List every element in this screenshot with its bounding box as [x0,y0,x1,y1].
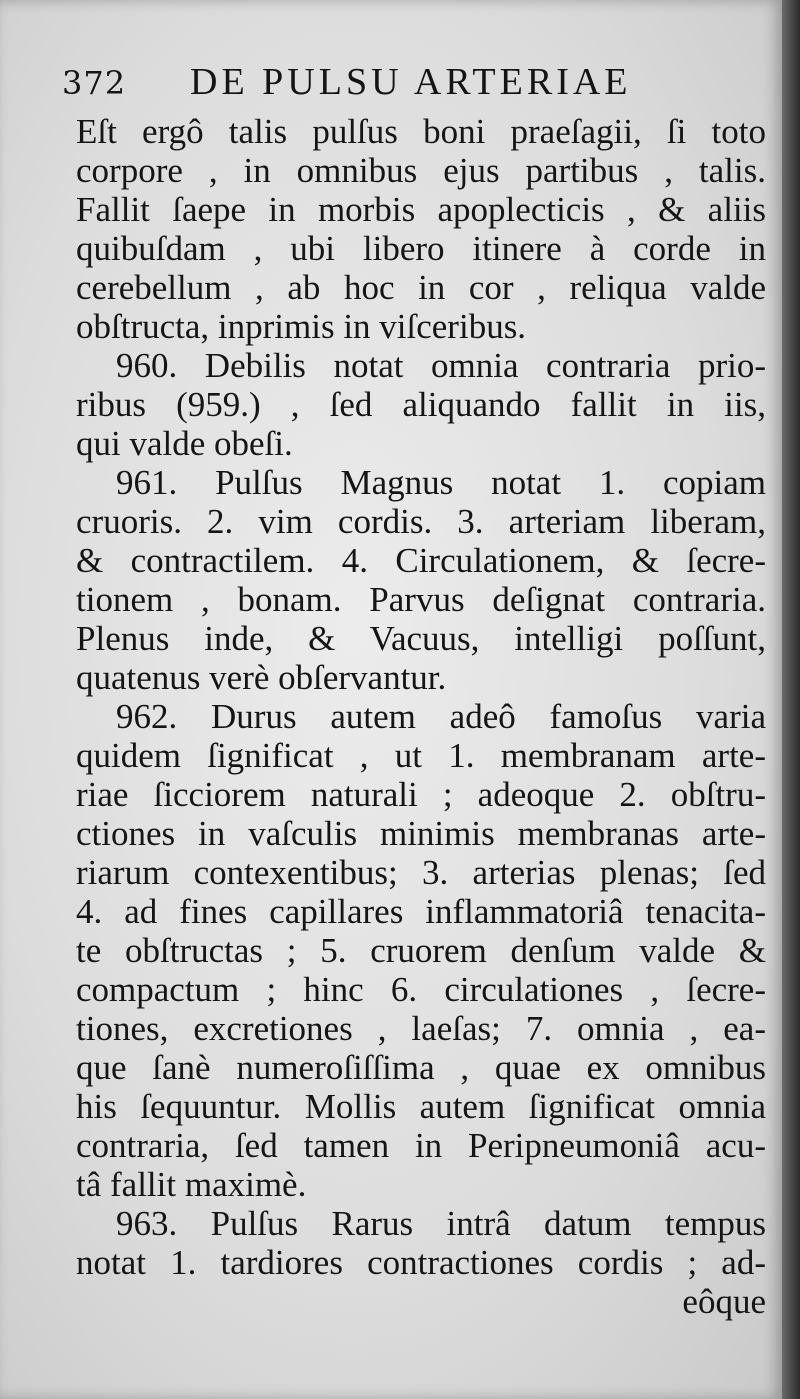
text-line: ctiones in vaſculis minimis membranas arte- [76,814,766,853]
page-edge [782,0,800,1399]
running-header [62,60,742,110]
text-line: Eſt ergô talis pulſus boni praeſagii, ſi toto [76,112,766,151]
body-text [76,112,766,1321]
text-line: tionem , bonam. Parvus deſignat contraria. [76,580,766,619]
text-line: cruoris. 2. vim cordis. 3. arteriam liberam, [76,502,766,541]
text-line: qui valde obeſi. [76,424,293,463]
text-line: Fallit ſaepe in morbis apoplecticis , & aliis [76,190,766,229]
text-line: corpore , in omnibus ejus partibus , talis. [76,151,766,190]
text-line: contraria, ſed tamen in Peripneumoniâ acu- [76,1126,766,1165]
text-line: tâ fallit maximè. [76,1165,307,1204]
running-title: DE PULSU ARTERIAE [190,61,632,103]
text-line: cerebellum , ab hoc in cor , reliqua valde [76,268,766,307]
catchword: eôque [682,1282,766,1321]
text-line: Plenus inde, & Vacuus, intelligi poſſunt, [76,619,766,658]
text-line: 960. Debilis notat omnia contraria prio- [116,346,766,385]
text-line: que ſanè numeroſiſſima , quae ex omnibus [76,1048,766,1087]
text-line: 961. Pulſus Magnus notat 1. copiam [116,463,766,502]
text-line: obſtructa, inprimis in viſceribus. [76,307,527,346]
text-line: 962. Durus autem adeô famoſus varia [116,697,766,736]
text-line: his ſequuntur. Mollis autem ſignificat omnia [76,1087,766,1126]
text-line: riae ſicciorem naturali ; adeoque 2. obſtru- [76,775,766,814]
text-line: 963. Pulſus Rarus intrâ datum tempus [116,1204,766,1243]
text-line: tiones, excretiones , laeſas; 7. omnia , ea- [76,1009,766,1048]
page-number: 372 [62,64,127,102]
text-line: riarum contexentibus; 3. arterias plenas; ſed [76,853,766,892]
text-line: quatenus verè obſervantur. [76,658,447,697]
text-line: notat 1. tardiores contractiones cordis ; ad- [76,1243,766,1282]
text-line: te obſtructas ; 5. cruorem denſum valde & [76,931,766,970]
text-line: ribus (959.) , ſed aliquando fallit in iis, [76,385,766,424]
text-line: & contractilem. 4. Circulationem, & ſecre- [76,541,766,580]
text-line: quibuſdam , ubi libero itinere à corde in [76,229,766,268]
text-line: quidem ſignificat , ut 1. membranam arte- [76,736,766,775]
text-line: 4. ad fines capillares inflammatoriâ tenacita- [76,892,766,931]
text-line: compactum ; hinc 6. circulationes , ſecre- [76,970,766,1009]
